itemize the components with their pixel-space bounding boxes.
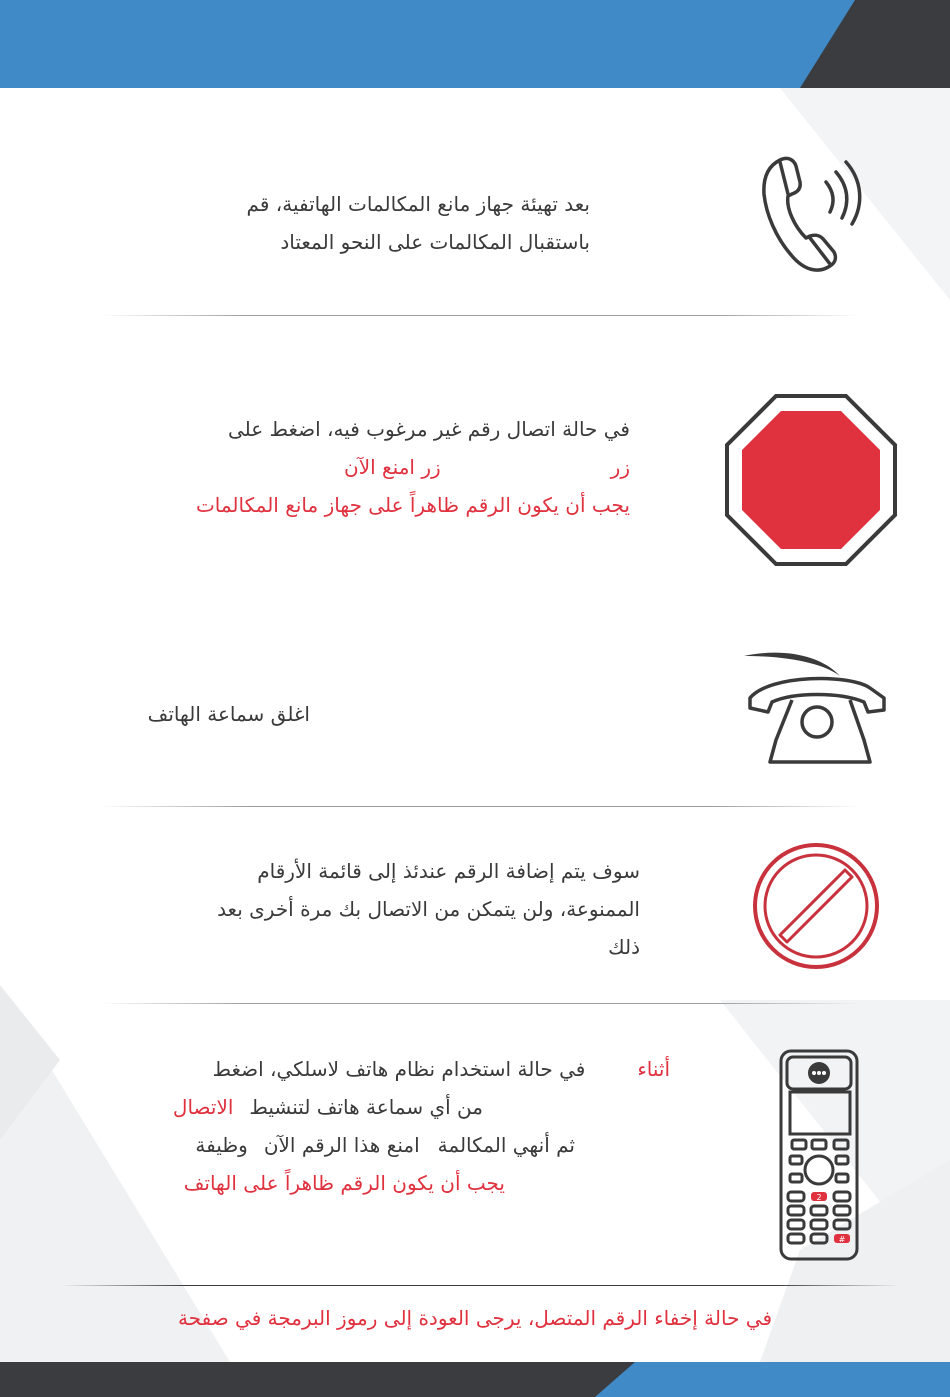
step-5-text: [95, 1050, 670, 1202]
divider-4: [60, 1285, 900, 1286]
step-2-note: يجب أن يكون الرقم ظاهراً على جهاز مانع المكالمات: [195, 493, 630, 517]
prohibited-icon: [752, 842, 880, 970]
step-5-then-end-call: ثم أنهي المكالمة: [437, 1133, 575, 1157]
step-2-button-prefix: زر: [610, 455, 630, 479]
step-1-text: [100, 185, 590, 261]
step-4-line-1: سوف يتم إضافة الرقم عندئذ إلى قائمة الأرقام: [257, 859, 640, 883]
step-2-line-1: في حالة اتصال رقم غير مرغوب فيه، اضغط على: [227, 417, 630, 441]
step-2-text: [100, 410, 630, 524]
step-5-line-1-text: في حالة استخدام نظام هاتف لاسلكي، اضغط: [212, 1057, 586, 1081]
step-1-line-2: باستقبال المكالمات على النحو المعتاد: [280, 230, 590, 254]
divider-1: [100, 315, 860, 316]
step-4-text: [100, 852, 640, 966]
block-now-button-label: زر امنع الآن: [344, 455, 441, 479]
step-1-line-1: بعد تهيئة جهاز مانع المكالمات الهاتفية، قم: [246, 192, 590, 216]
step-4-line-3: ذلك: [608, 935, 640, 959]
step-5-line-2: [95, 1088, 670, 1126]
step-2-line-2: [100, 448, 630, 486]
step-5-block-number-now: امنع هذا الرقم الآن: [263, 1133, 420, 1157]
stop-sign-icon: [724, 393, 898, 567]
handset-key-hash: #: [838, 1235, 846, 1244]
step-5-line-1: [95, 1050, 670, 1088]
step-5-line-3: [95, 1126, 670, 1164]
step-5-line-2-text: من أي سماعة هاتف لتنشيط: [249, 1095, 483, 1119]
step-5-call-word: الاتصال: [172, 1095, 234, 1119]
hang-up-phone-icon: [740, 648, 890, 768]
footer-bar: [0, 1362, 950, 1397]
step-5-function-word: وظيفة: [195, 1133, 248, 1157]
divider-3: [100, 1003, 860, 1004]
cordless-handset-icon: [778, 1048, 862, 1264]
step-4-line-2: الممنوعة، ولن يتمكن من الاتصال بك مرة أخرى بعد: [217, 897, 640, 921]
step-5-note: يجب أن يكون الرقم ظاهراً على الهاتف: [183, 1171, 505, 1195]
step-3-text: [100, 695, 310, 733]
step-5-during-word: أثناء: [637, 1057, 670, 1081]
divider-2: [100, 806, 860, 807]
handset-key-2: 2: [816, 1193, 822, 1202]
ringing-phone-icon: [758, 152, 876, 274]
footer-note: في حالة إخفاء الرقم المتصل، يرجى العودة إلى رموز البرمجة في صفحة: [177, 1306, 773, 1330]
header-bar: [0, 0, 950, 88]
step-3-line-1: اغلق سماعة الهاتف: [147, 702, 310, 726]
